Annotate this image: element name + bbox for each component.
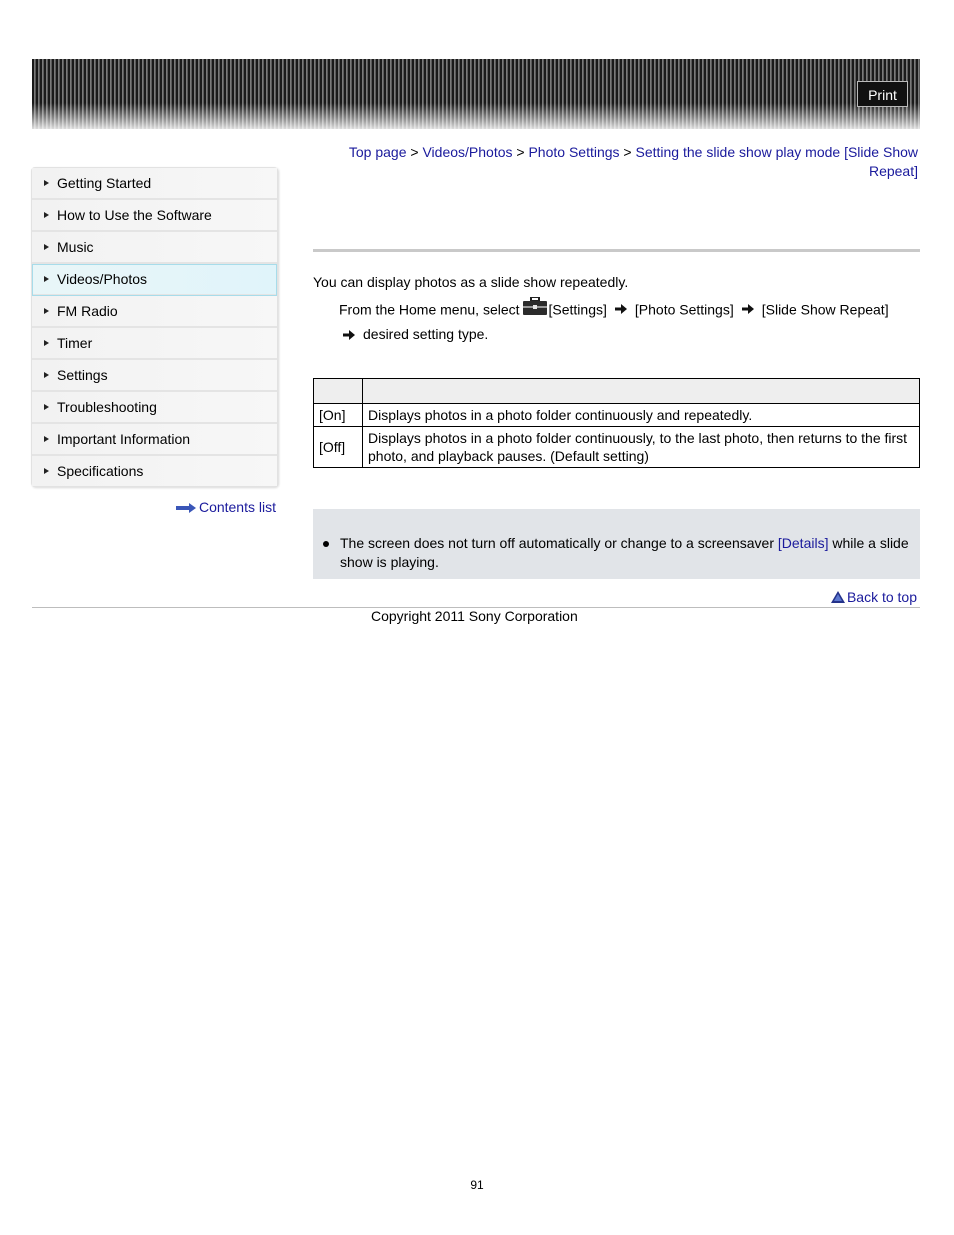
step-settings: [Settings]	[548, 301, 607, 318]
table-row	[314, 404, 920, 427]
sidebar-item-label: Getting Started	[57, 175, 152, 191]
table-row	[314, 427, 920, 468]
sidebar-item-videos-photos[interactable]	[32, 264, 277, 296]
sidebar-item-specifications[interactable]	[32, 456, 277, 486]
title-divider	[313, 249, 920, 252]
table-header-cell	[314, 379, 363, 404]
sidebar-item-label: Troubleshooting	[57, 399, 157, 415]
sidebar-item-timer[interactable]	[32, 328, 277, 360]
step-suffix: desired setting type.	[363, 326, 489, 342]
breadcrumb-videos-photos[interactable]: Videos/Photos	[422, 144, 513, 160]
sidebar-item-getting-started[interactable]	[32, 168, 277, 200]
breadcrumb-top-page[interactable]: Top page	[348, 144, 407, 160]
note-text-after: while a slide show is playing.	[340, 535, 909, 570]
triangle-right-icon	[44, 244, 49, 250]
triangle-right-icon	[44, 308, 49, 314]
table-header-cell	[363, 379, 920, 404]
sidebar-item-label: Settings	[57, 367, 108, 383]
procedure-step-continued	[339, 326, 488, 342]
option-cell: [On]	[314, 404, 363, 427]
sidebar-item-label: Important Information	[57, 431, 191, 447]
note-text	[340, 534, 916, 572]
note-text-before: The screen does not turn off automatically or change to a screensaver	[340, 535, 774, 551]
sidebar-item-fm-radio[interactable]	[32, 296, 277, 328]
description-cell: Displays photos in a photo folder continuously and repeatedly.	[363, 404, 920, 427]
breadcrumb-separator: >	[410, 144, 419, 160]
triangle-right-icon	[44, 180, 49, 186]
back-to-top-label: Back to top	[846, 589, 917, 605]
toolbox-settings-icon	[523, 297, 547, 315]
header-banner	[32, 59, 920, 129]
triangle-right-icon	[44, 340, 49, 346]
sidebar-item-label: FM Radio	[57, 303, 118, 319]
option-cell: [Off]	[314, 427, 363, 468]
sidebar-item-label: Specifications	[57, 463, 144, 479]
page-number: 91	[470, 1178, 484, 1192]
sidebar-item-how-to-use-software[interactable]	[32, 200, 277, 232]
sidebar-item-label: Music	[57, 239, 94, 255]
details-link[interactable]: [Details]	[777, 535, 829, 551]
step-slide-show-repeat: [Slide Show Repeat]	[761, 301, 889, 318]
breadcrumb-photo-settings[interactable]: Photo Settings	[528, 144, 620, 160]
description-cell: Displays photos in a photo folder continuously, to the last photo, then returns to the first photo, and playback pauses. (Default setting)	[363, 427, 920, 468]
triangle-up-icon	[831, 591, 845, 603]
sidebar-item-label: Timer	[57, 335, 93, 351]
print-button[interactable]: Print	[857, 81, 908, 107]
sidebar-nav	[31, 167, 278, 487]
back-to-top-link[interactable]	[831, 589, 917, 605]
triangle-right-icon	[44, 468, 49, 474]
arrow-right-icon	[615, 304, 627, 314]
sidebar-item-important-information[interactable]	[32, 424, 277, 456]
bullet-icon	[323, 541, 329, 547]
intro-text: You can display photos as a slide show repeatedly.	[313, 274, 629, 290]
step-photo-settings: [Photo Settings]	[634, 301, 734, 318]
triangle-right-icon	[44, 276, 49, 282]
triangle-right-icon	[44, 404, 49, 410]
triangle-right-icon	[44, 212, 49, 218]
settings-table	[313, 378, 920, 468]
breadcrumb-current-page[interactable]: Setting the slide show play mode [Slide Show Repeat]	[635, 144, 918, 179]
arrow-right-icon	[742, 304, 754, 314]
triangle-right-icon	[44, 436, 49, 442]
note-box	[313, 509, 920, 579]
triangle-right-icon	[44, 372, 49, 378]
table-header-row	[314, 379, 920, 404]
arrow-right-icon	[176, 503, 196, 513]
copyright-text: Copyright 2011 Sony Corporation	[371, 608, 578, 624]
sidebar-item-label: Videos/Photos	[57, 271, 148, 287]
step-prefix: From the Home menu, select	[339, 301, 520, 318]
breadcrumb-separator: >	[623, 144, 632, 160]
arrow-right-icon	[343, 330, 355, 340]
procedure-step	[339, 300, 889, 318]
sidebar-item-music[interactable]	[32, 232, 277, 264]
sidebar-item-settings[interactable]	[32, 360, 277, 392]
contents-list-label: Contents list	[198, 499, 276, 515]
breadcrumb-separator: >	[516, 144, 525, 160]
contents-list-link[interactable]	[176, 499, 276, 515]
sidebar-item-label: How to Use the Software	[57, 207, 212, 223]
sidebar-item-troubleshooting[interactable]	[32, 392, 277, 424]
breadcrumb	[320, 143, 918, 181]
